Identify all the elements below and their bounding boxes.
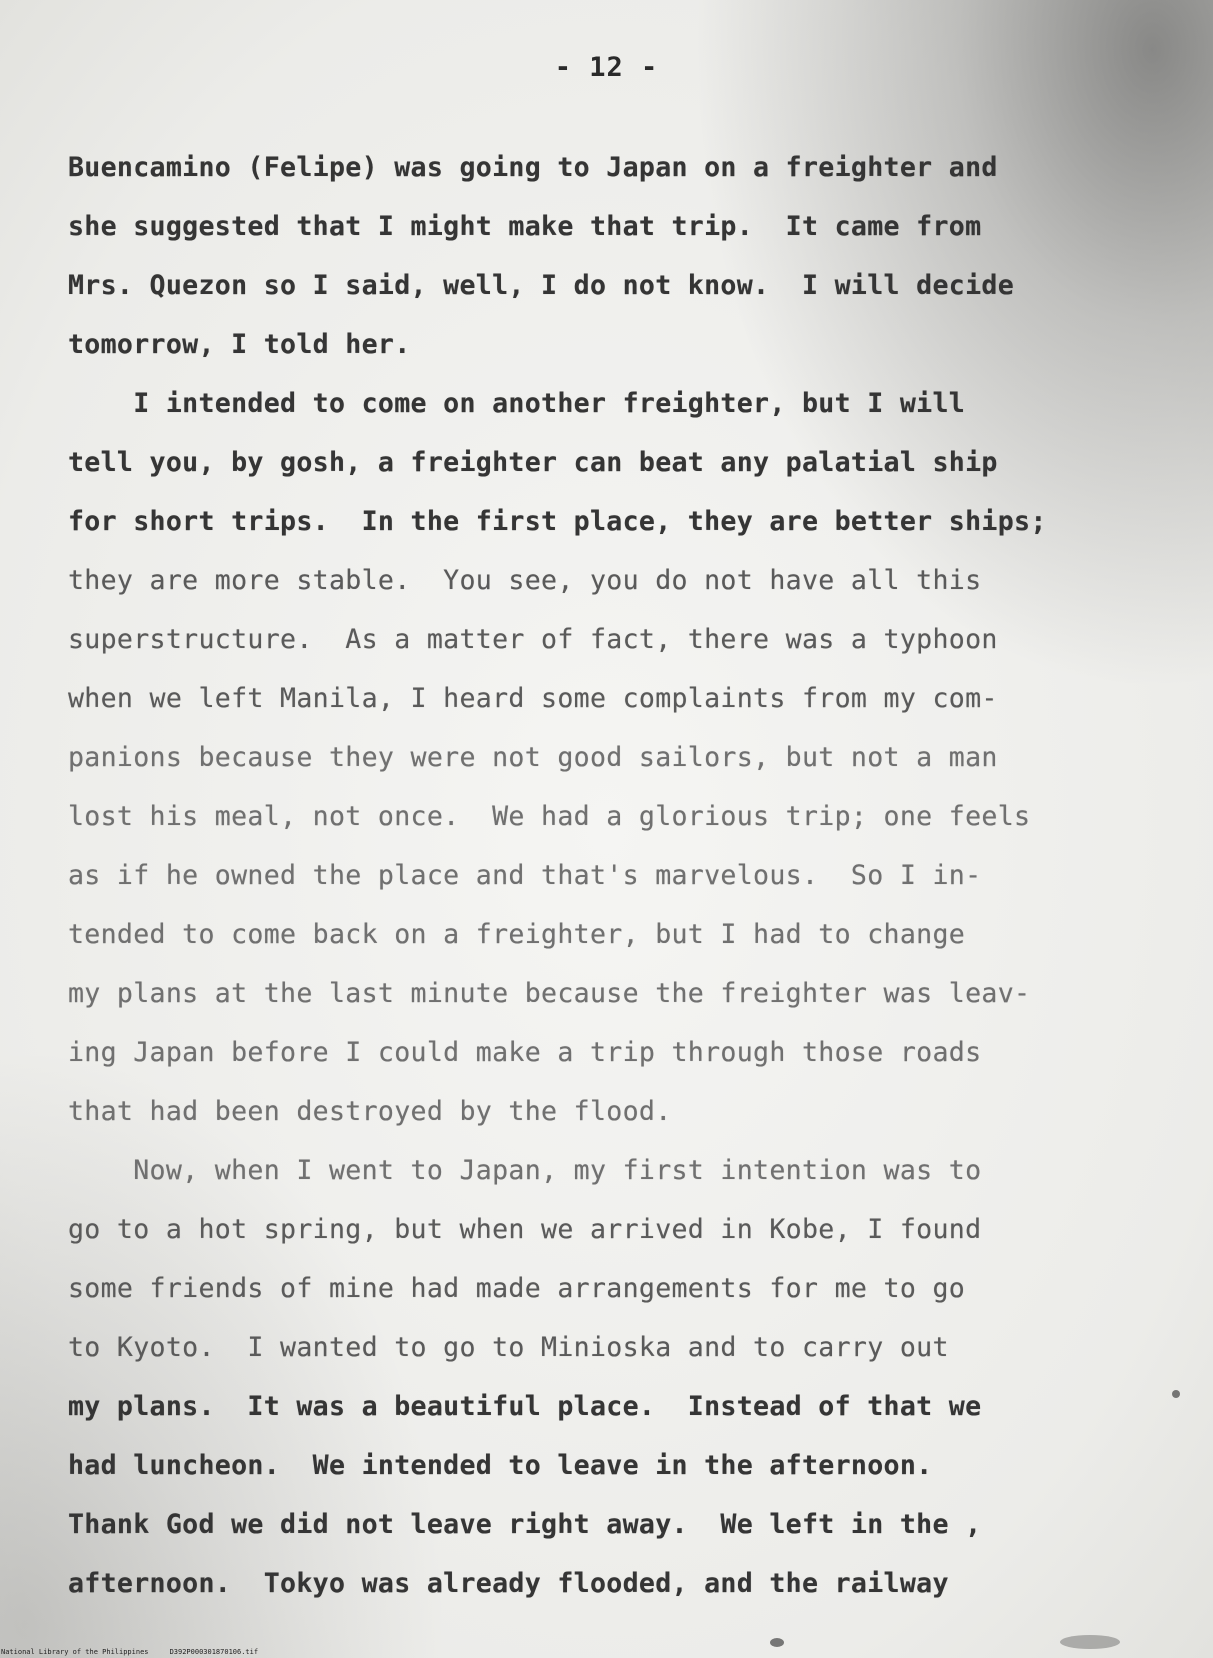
text-line: my plans at the last minute because the freighter was leav- bbox=[68, 978, 1031, 1009]
text-line: she suggested that I might make that trip. It came from bbox=[68, 211, 982, 242]
text-line: as if he owned the place and that's marvelous. So I in- bbox=[68, 860, 982, 891]
text-line: Thank God we did not leave right away. We left in the , bbox=[68, 1509, 982, 1540]
text-line: superstructure. As a matter of fact, there was a typhoon bbox=[68, 624, 998, 655]
text-line: they are more stable. You see, you do not have all this bbox=[68, 565, 982, 596]
text-line: tended to come back on a freighter, but I had to change bbox=[68, 919, 966, 950]
text-line: ing Japan before I could make a trip through those roads bbox=[68, 1037, 982, 1068]
ink-smudge bbox=[1060, 1635, 1120, 1649]
text-line: Buencamino (Felipe) was going to Japan on a freighter and bbox=[68, 152, 998, 183]
text-line: to Kyoto. I wanted to go to Minioska and to carry out bbox=[68, 1332, 949, 1363]
ink-smudge bbox=[770, 1638, 784, 1647]
text-line: that had been destroyed by the flood. bbox=[68, 1096, 672, 1127]
ink-smudge bbox=[1172, 1390, 1180, 1398]
text-line: Mrs. Quezon so I said, well, I do not know. I will decide bbox=[68, 270, 1015, 301]
text-line: afternoon. Tokyo was already flooded, and the railway bbox=[68, 1568, 949, 1599]
archive-footer: National Library of the Philippines D392P000301870106.tif bbox=[1, 1648, 259, 1656]
text-line: lost his meal, not once. We had a glorious trip; one feels bbox=[68, 801, 1031, 832]
typewritten-body bbox=[68, 138, 1188, 1613]
text-line: I intended to come on another freighter, but I will bbox=[68, 388, 966, 419]
text-line: tomorrow, I told her. bbox=[68, 329, 411, 360]
page-number: - 12 - bbox=[554, 52, 659, 83]
text-line: when we left Manila, I heard some complaints from my com- bbox=[68, 683, 998, 714]
text-line: go to a hot spring, but when we arrived in Kobe, I found bbox=[68, 1214, 982, 1245]
text-line: my plans. It was a beautiful place. Instead of that we bbox=[68, 1391, 982, 1422]
text-line: panions because they were not good sailors, but not a man bbox=[68, 742, 998, 773]
text-line: had luncheon. We intended to leave in the afternoon. bbox=[68, 1450, 933, 1481]
text-line: tell you, by gosh, a freighter can beat any palatial ship bbox=[68, 447, 998, 478]
text-line: Now, when I went to Japan, my first intention was to bbox=[68, 1155, 982, 1186]
text-line: some friends of mine had made arrangements for me to go bbox=[68, 1273, 966, 1304]
text-line: for short trips. In the first place, they are better ships; bbox=[68, 506, 1047, 537]
